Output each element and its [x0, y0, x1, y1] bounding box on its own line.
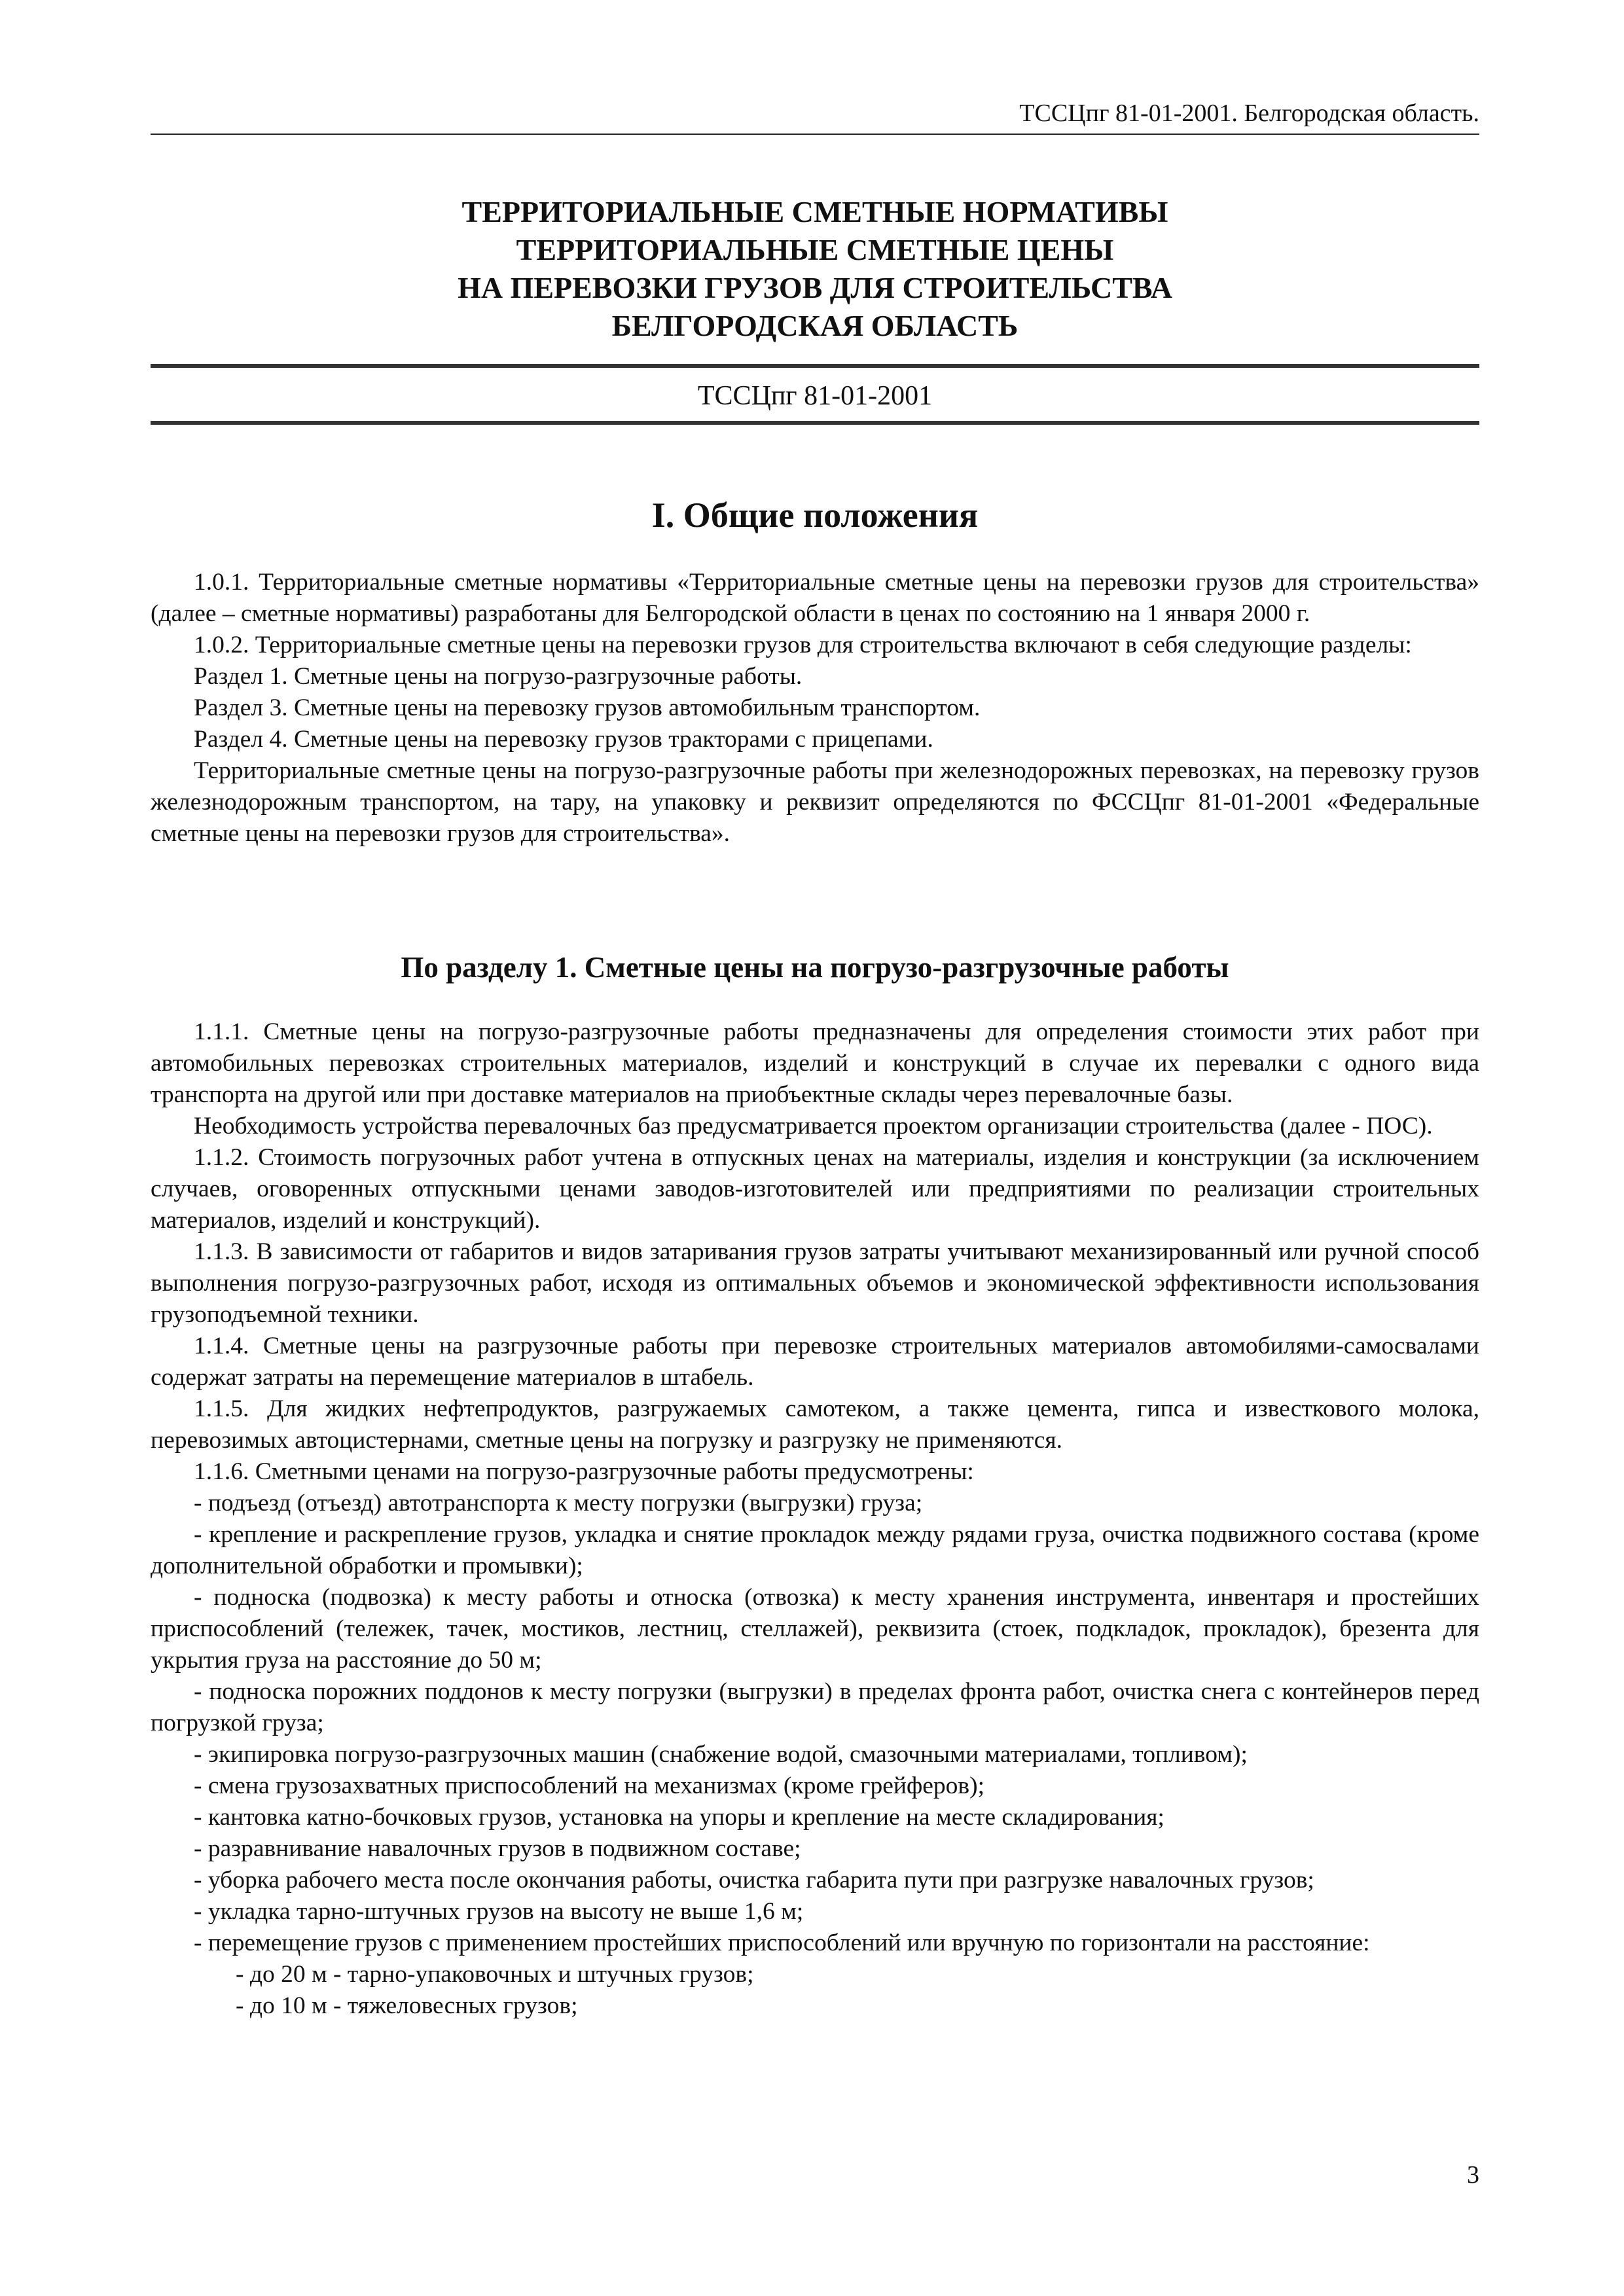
list-item: - подъезд (отъезд) автотранспорта к месту погрузки (выгрузки) груза; — [194, 1490, 923, 1516]
paragraph: Раздел 1. Сметные цены на погрузо-разгрузочные работы. — [194, 663, 803, 690]
list-item: - уборка рабочего места после окончания работы, очистка габарита пути при разгрузке навалочных грузов; — [194, 1867, 1314, 1893]
list-item: - разравнивание навалочных грузов в подвижном составе; — [194, 1835, 801, 1862]
sub-list-item: - до 20 м - тарно-упаковочных и штучных грузов; — [236, 1961, 754, 1988]
list-item: - подноска (подвозка) к месту работы и относка (отвозка) к месту хранения инструмента, инвентаря и простейших приспособлений (тележек, тачек, мостиков, лестниц, стеллажей), реквизита (стоек, подкладок, прокладок), брезента для укрытия груза на расстояние до 50 м; — [151, 1584, 1479, 1674]
paragraph: 1.1.1. Сметные цены на погрузо-разгрузочные работы предназначены для определения стоимости этих работ при автомобильных перевозках строительных материалов, изделий и конструкций в случае их перевалки с одного вида транспорта на другой или при доставке материалов на приобъектные склады через перевалочные базы. — [151, 1018, 1479, 1108]
paragraph: 1.0.2. Территориальные сметные цены на перевозки грузов для строительства включают в себя следующие разделы: — [194, 632, 1412, 658]
paragraph: 1.1.5. Для жидких нефтепродуктов, разгружаемых самотеком, а также цемента, гипса и известкового молока, перевозимых автоцистернами, сметные цены на погрузку и разгрузку не применяются. — [151, 1395, 1479, 1454]
list-item: - подноска порожних поддонов к месту погрузки (выгрузки) в пределах фронта работ, очистка снега с контейнеров перед погрузкой груза; — [151, 1678, 1479, 1736]
paragraph: 1.1.4. Сметные цены на разгрузочные работы при перевозке строительных материалов автомобилями-самосвалами содержат затраты на перемещение материалов в штабель. — [151, 1333, 1479, 1391]
title-line: БЕЛГОРОДСКАЯ ОБЛАСТЬ — [611, 309, 1019, 342]
title-line: НА ПЕРЕВОЗКИ ГРУЗОВ ДЛЯ СТРОИТЕЛЬСТВА — [458, 271, 1172, 304]
section-heading: I. Общие положения — [651, 495, 979, 535]
subsection-1-body — [151, 1016, 1479, 2022]
sub-list-item: - до 10 м - тяжеловесных грузов; — [236, 1992, 578, 2019]
running-header: ТССЦпг 81-01-2001. Белгородская область. — [1019, 99, 1479, 127]
title-line: ТЕРРИТОРИАЛЬНЫЕ СМЕТНЫЕ НОРМАТИВЫ — [461, 195, 1168, 228]
header-rule — [151, 134, 1479, 135]
title-rule-top — [151, 364, 1479, 368]
list-item: - смена грузозахватных приспособлений на механизмах (кроме грейферов); — [194, 1772, 985, 1799]
paragraph: 1.1.3. В зависимости от габаритов и видов затаривания грузов затраты учитывают механизированный или ручной способ выполнения погрузо-разгрузочных работ, исходя из оптимальных объемов и экономической эффективности использования грузоподъемной техники. — [151, 1238, 1479, 1328]
subsection-heading: По разделу 1. Сметные цены на погрузо-разгрузочные работы — [401, 951, 1229, 984]
paragraph: 1.1.2. Стоимость погрузочных работ учтена в отпускных ценах на материалы, изделия и конструкции (за исключением случаев, оговоренных отпускными ценами заводов-изготовителей или предприятиями по реализации строительных материалов, изделий и конструкций). — [151, 1144, 1479, 1234]
paragraph: 1.1.6. Сметными ценами на погрузо-разгрузочные работы предусмотрены: — [194, 1458, 974, 1485]
title-rule-bottom — [151, 421, 1479, 425]
paragraph: Раздел 4. Сметные цены на перевозку грузов тракторами с прицепами. — [194, 726, 933, 753]
paragraph: Территориальные сметные цены на погрузо-разгрузочные работы при железнодорожных перевозках, на перевозку грузов железнодорожным транспортом, на тару, на упаковку и реквизит определяются по ФССЦпг 81-01-2001 «Федеральные сметные цены на перевозки грузов для строительства». — [151, 757, 1479, 847]
list-item: - перемещение грузов с применением простейших приспособлений или вручную по горизонтали на расстояние: — [194, 1929, 1370, 1956]
page-number: 3 — [1467, 2161, 1479, 2189]
document-code: ТССЦпг 81-01-2001 — [697, 381, 933, 411]
paragraph: Необходимость устройства перевалочных баз предусматривается проектом организации строительства (далее - ПОС). — [194, 1113, 1433, 1139]
list-item: - кантовка катно-бочковых грузов, установка на упоры и крепление на месте складирования; — [194, 1804, 1164, 1831]
list-item: - крепление и раскрепление грузов, укладка и снятие прокладок между рядами груза, очистка подвижного состава (кроме дополнительной обработки и промывки); — [151, 1521, 1479, 1579]
title-line: ТЕРРИТОРИАЛЬНЫЕ СМЕТНЫЕ ЦЕНЫ — [516, 233, 1114, 266]
list-item: - укладка тарно-штучных грузов на высоту не выше 1,6 м; — [194, 1898, 804, 1925]
paragraph: 1.0.1. Территориальные сметные нормативы «Территориальные сметные цены на перевозки грузов для строительства» (далее – сметные нормативы) разработаны для Белгородской области в ценах по состоянию на 1 января 2000 г. — [151, 569, 1479, 627]
document-title — [151, 193, 1479, 345]
list-item: - экипировка погрузо-разгрузочных машин (снабжение водой, смазочными материалами, топливом); — [194, 1741, 1248, 1768]
section-1-body — [151, 567, 1479, 850]
paragraph: Раздел 3. Сметные цены на перевозку грузов автомобильным транспортом. — [194, 694, 981, 721]
